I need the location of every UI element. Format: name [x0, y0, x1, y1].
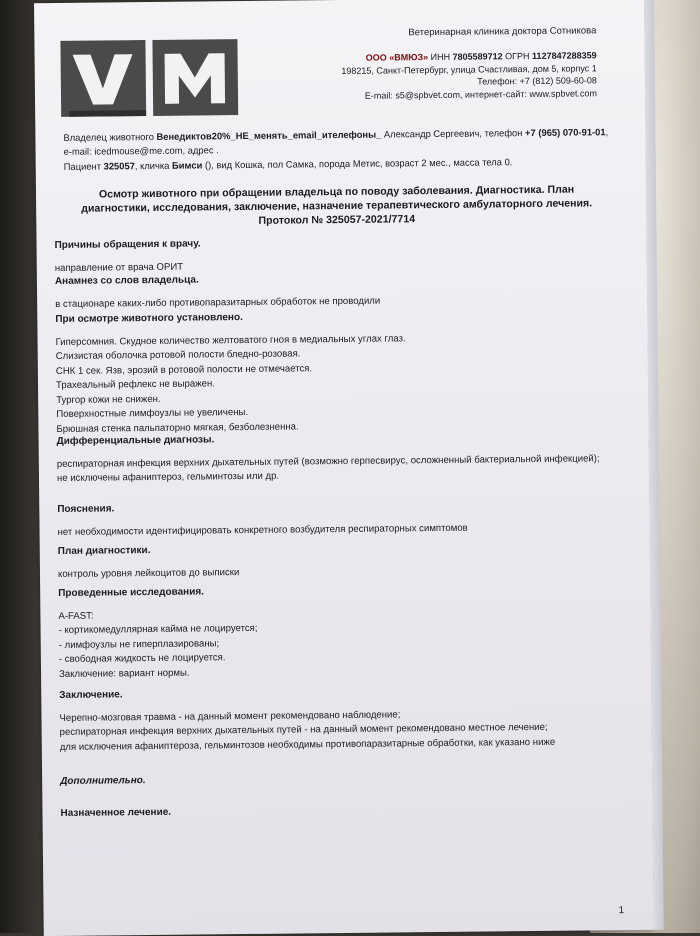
logo-m-block	[152, 39, 238, 116]
background-left	[0, 0, 40, 933]
section-examination: При осмотре животного установлено. Гиперсомния. Скудное количество желтоватого гноя в медиальных углах глаз. Слизистая оболочка ротовой полости бледно-розовая. СНК 1 сек. Язв, эрозий в ротовой полости не отмечается. Трахеальный рефлекс не выражен. Тургор кожи не снижен. Поверхностные лимфоузлы не увеличены. Брюшная стенка пальпаторно мягкая, безболезненна.	[55, 312, 406, 435]
company-phone: Телефон: +7 (812) 509-60-08	[477, 75, 597, 87]
section-reason: Причины обращения к врачу. направление от врача ОРИТ	[54, 238, 201, 274]
clinic-logo	[60, 39, 241, 119]
section-additional: Дополнительно.	[60, 775, 146, 787]
section-differential: Дифференциальные диагнозы. респираторная инфекция верхних дыхательных путей (возможно герпесвирус, осложненный бактериальной инфекцией); не исключены афаниптероз, гельминтозы или др.	[56, 434, 600, 484]
section-diagnostics-plan: План диагностики. контроль уровня лейкоцитов до выписки	[57, 545, 240, 580]
section-treatment: Назначенное лечение.	[60, 806, 172, 819]
section-explanations: Пояснения. нет необходимости идентифицировать конкретного возбудителя респираторных симптомов	[57, 503, 468, 538]
company-address: 198215, Санкт-Петербург, улица Счастливая, дом 5, корпус 1	[341, 62, 597, 76]
section-anamnesis: Анамнез со слов владельца. в стационаре каких-либо противопаразитарных обработок не проводили	[54, 274, 381, 310]
company-ids: ООО «ВМЮЗ» ИНН 7805589712 ОГРН 1127847288359	[365, 50, 597, 63]
company-details	[341, 49, 597, 102]
patient-info: Пациент 325057, кличка Бимси (), вид Кошка, пол Самка, порода Метис, возраст 2 мес., масса тела 0.	[63, 156, 513, 172]
document-page	[34, 0, 654, 936]
section-conclusion: Заключение. Черепно-мозговая травма - на данный момент рекомендовано наблюдение; респираторная инфекция верхних дыхательных путей - на данный момент рекомендовано местное лечение; для исключения афаниптероза, гельминтозов необходимы противопаразитарные обработки, как указано ниже	[59, 689, 556, 753]
document-title: Осмотр животного при обращении владельца по поводу заболевания. Диагностика. План диагностики, исследования, заключение, назначение терапевтического амбулаторного лечения. Протокол № 325057-2021/7714	[81, 183, 593, 227]
logo-v-block	[60, 40, 146, 117]
section-studies: Проведенные исследования. A-FAST: - кортикомедуллярная кайма не лоцируется; - лимфоузлы не гиперплазированы; - свободная жидкость не лоцируется. Заключение: вариант нормы.	[58, 586, 258, 680]
company-email: E-mail: s5@spbvet.com, интернет-сайт: www.spbvet.com	[364, 87, 598, 101]
owner-info: Владелец животного Венедиктов20%_НЕ_менять_email_ителефоны_ Александр Сергеевич, телефон +7 (965) 070-91-01, e-mail: icedmouse@me.com, адрес .	[63, 126, 609, 157]
page-number: 1	[618, 905, 625, 917]
clinic-name: Ветеринарная клиника доктора Сотникова	[408, 25, 597, 39]
